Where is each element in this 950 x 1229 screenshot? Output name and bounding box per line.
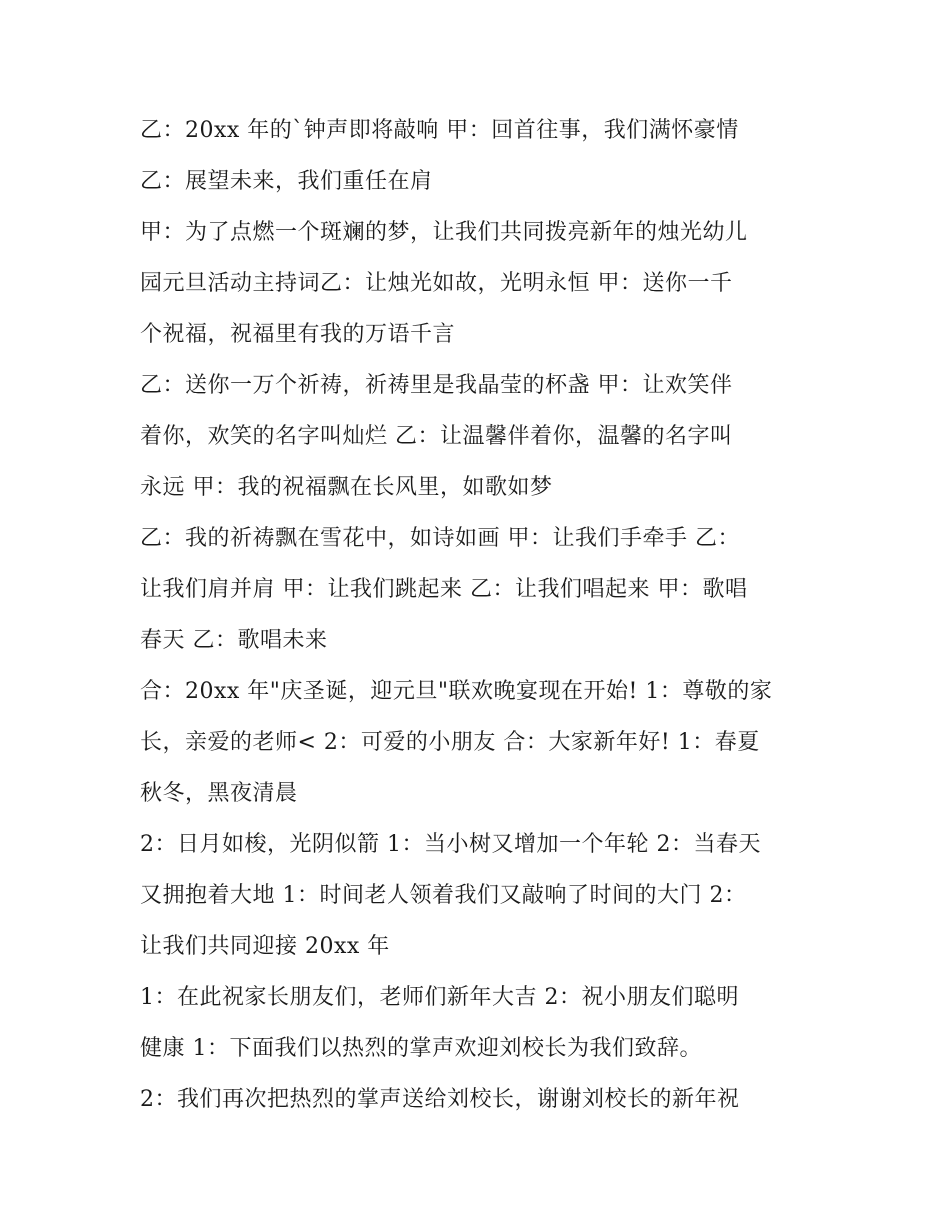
text-line: 长，亲爱的老师< 2：可爱的小朋友 合：大家新年好! 1：春夏	[140, 730, 760, 755]
text-line: 甲：为了点燃一个斑斓的梦，让我们共同拨亮新年的烛光幼儿	[140, 220, 748, 245]
text-line: 春天 乙：歌唱未来	[140, 628, 328, 653]
document-body	[140, 105, 830, 1125]
text-line: 2：日月如梭，光阴似箭 1：当小树又增加一个年轮 2：当春天	[140, 832, 761, 857]
text-line: 秋冬，黑夜清晨	[140, 781, 298, 806]
text-line: 乙：展望未来，我们重任在肩	[140, 169, 433, 194]
text-line: 1：在此祝家长朋友们，老师们新年大吉 2：祝小朋友们聪明	[140, 985, 739, 1010]
text-line: 园元旦活动主持词乙：让烛光如故，光明永恒 甲：送你一千	[140, 271, 733, 296]
text-line: 个祝福，祝福里有我的万语千言	[140, 322, 456, 347]
text-line: 乙：送你一万个祈祷，祈祷里是我晶莹的杯盏 甲：让欢笑伴	[140, 373, 733, 398]
text-line: 合：20xx 年"庆圣诞，迎元旦"联欢晚宴现在开始! 1：尊敬的家	[140, 679, 773, 704]
text-line: 让我们共同迎接 20xx 年	[140, 934, 390, 959]
text-line: 乙：我的祈祷飘在雪花中，如诗如画 甲：让我们手牵手 乙：	[140, 526, 740, 551]
text-line: 健康 1：下面我们以热烈的掌声欢迎刘校长为我们致辞。	[140, 1036, 702, 1061]
text-line: 着你，欢笑的名字叫灿烂 乙：让温馨伴着你，温馨的名字叫	[140, 424, 733, 449]
text-line: 又拥抱着大地 1：时间老人领着我们又敲响了时间的大门 2：	[140, 883, 747, 908]
text-line: 2：我们再次把热烈的掌声送给刘校长，谢谢刘校长的新年祝	[140, 1087, 740, 1112]
text-line: 乙：20xx 年的`钟声即将敲响 甲：回首往事，我们满怀豪情	[140, 118, 739, 143]
text-line: 让我们肩并肩 甲：让我们跳起来 乙：让我们唱起来 甲：歌唱	[140, 577, 748, 602]
text-line: 永远 甲：我的祝福飘在长风里，如歌如梦	[140, 475, 553, 500]
